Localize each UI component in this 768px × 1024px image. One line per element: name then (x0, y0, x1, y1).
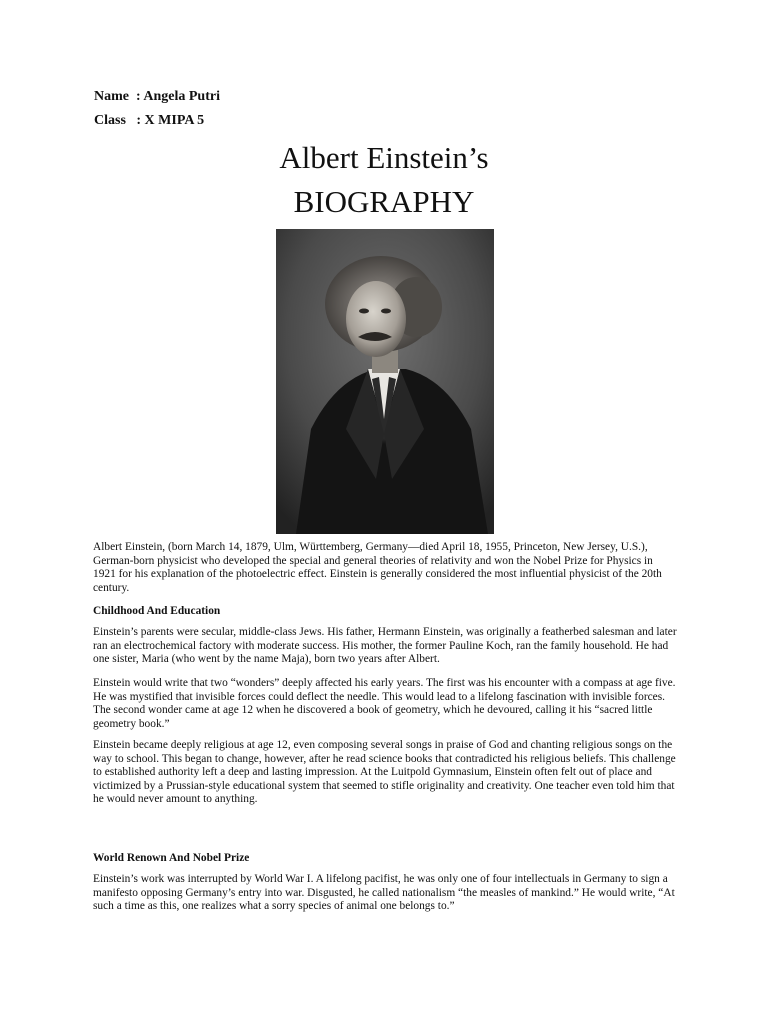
page-title-line2: BIOGRAPHY (293, 184, 475, 219)
page-title-line1: Albert Einstein’s (279, 140, 489, 175)
world-renown-paragraph-1: Einstein’s work was interrupted by World War I. A lifelong pacifist, he was only one of four intellectuals in Germany to sign a manifesto opposing Germany’s entry into war. Disgusted, he called nationalism “the measles of mankind.” He would write, “At such a time as this, one realizes what a sorry species of animal one belongs to.” (93, 873, 675, 913)
childhood-paragraph-1: Einstein’s parents were secular, middle-class Jews. His father, Hermann Einstein, was originally a featherbed salesman and later ran an electrochemical factory with moderate success. His mother, the former Pauline Koch, ran the family household. He had one sister, Maria (who went by the name Maja), born two years after Albert. (93, 626, 677, 666)
childhood-paragraph-3: Einstein became deeply religious at age 12, even composing several songs in praise of God and chanting religious songs on the way to school. This began to change, however, after he read science books that contradicted his religious beliefs. This challenge to established authority left a deep and lasting impression. At the Luitpold Gymnasium, Einstein often felt out of place and victimized by a Prussian-style educational system that seemed to stifle originality and creativity. One teacher even told him that he would never amount to anything. (93, 739, 676, 806)
student-class: Class : X MIPA 5 (94, 113, 205, 128)
section-heading-childhood: Childhood And Education (93, 605, 221, 617)
intro-paragraph: Albert Einstein, (born March 14, 1879, Ulm, Württemberg, Germany—died April 18, 1955, Princeton, New Jersey, U.S.), German-born physicist who developed the special and general theories of relativity and won the Nobel Prize for Physics in 1921 for his explanation of the photoelectric effect. Einstein is generally considered the most influential physicist of the 20th century. (93, 541, 662, 594)
student-name: Name : Angela Putri (94, 89, 220, 104)
childhood-paragraph-2: Einstein would write that two “wonders” deeply affected his early years. The first was his encounter with a compass at age five. He was mystified that invisible forces could deflect the needle. This would lead to a lifelong fascination with invisible forces. The second wonder came at age 12 when he discovered a book of geometry, which he devoured, calling it his “sacred little geometry book.” (93, 677, 676, 730)
section-heading-world-renown: World Renown And Nobel Prize (93, 852, 250, 864)
einstein-portrait-photo (276, 229, 494, 534)
